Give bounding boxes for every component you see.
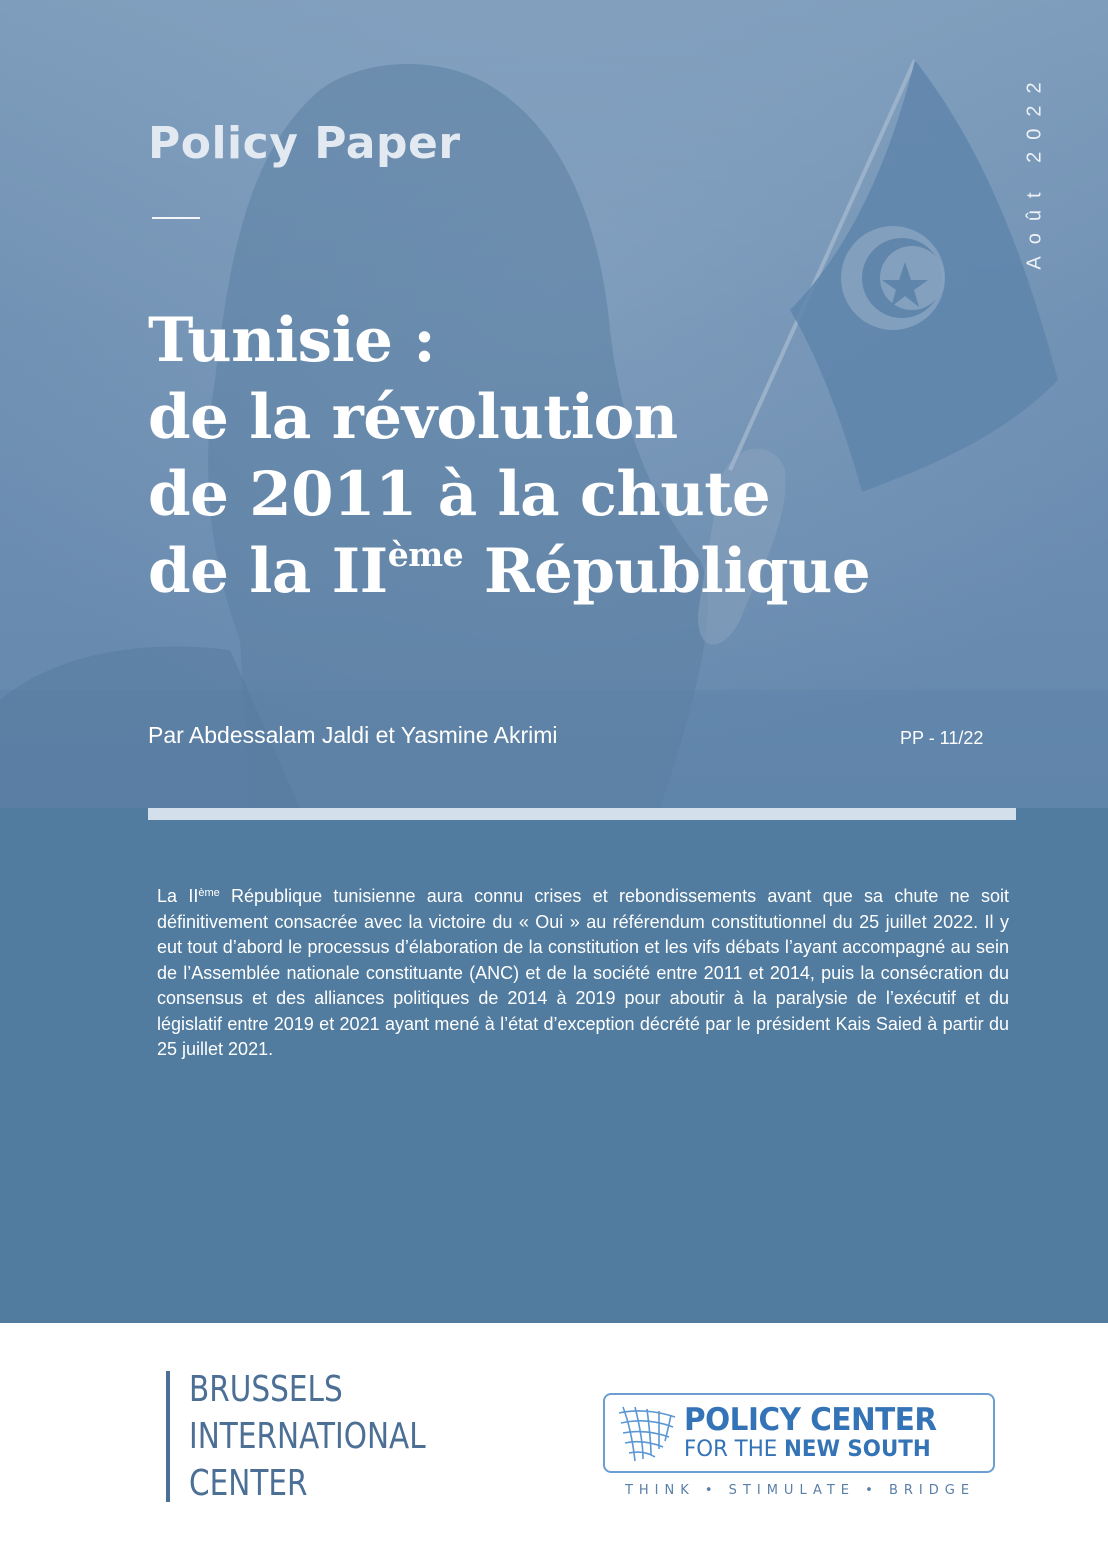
pcns-logo [603,1393,995,1473]
title-line-4-end: République [463,536,871,607]
title-line-3: de 2011 à la chute [148,459,771,530]
pcns-logo-line-2-bold: NEW SOUTH [784,1437,931,1462]
bic-logo-line-3: CENTER [189,1463,308,1504]
pcns-logo-line-1: POLICY CENTER [684,1402,937,1438]
document-type-label: Policy Paper [148,118,461,169]
pcns-logo-line-2 [684,1437,931,1462]
bic-logo-line-1: BRUSSELS [189,1369,343,1410]
title-dash-divider [152,217,200,219]
globe-mesh-icon [617,1403,677,1463]
abstract-start: La II [157,886,199,906]
title-line-4-superscript: ème [387,535,464,574]
abstract-text [157,884,1009,1063]
bic-logo-bar [166,1371,170,1502]
title-line-4 [148,533,870,610]
publication-date-text: Août 2022 [1023,70,1046,270]
title-line-4-start: de la II [148,536,388,607]
document-title [148,302,870,610]
bic-logo-line-2: INTERNATIONAL [189,1416,426,1457]
section-rule [148,808,1016,820]
paper-reference: PP - 11/22 [900,728,984,748]
title-line-2: de la révolution [148,382,678,453]
abstract-body: République tunisienne aura connu crises et rebondissements avant que sa chute ne soit définitivement consacrée avec la victoire du « Oui » au référendum constitutionnel du 25 juillet 2022. Il y eut tout d’abord le processus d’élaboration de la constitution et les vifs débats l’ayant accompagné au sein de l’Assemblée nationale constituante (ANC) et de la société entre 2011 et 2014, puis la consécration du consensus et des alliances politiques de 2014 à 2019 pour aboutir à la paralysie de l’exécutif et du législatif entre 2019 et 2021 ayant mené à l’état d’exception décrété par le président Kais Saied à partir du 25 juillet 2021. [157,886,1009,1059]
pcns-tagline: THINK • STIMULATE • BRIDGE [624,1483,976,1498]
title-line-1: Tunisie : [148,305,436,376]
abstract-superscript: ème [198,887,220,899]
pcns-logo-line-2-start: FOR THE [684,1437,785,1462]
authors-line: Par Abdessalam Jaldi et Yasmine Akrimi [148,722,558,748]
